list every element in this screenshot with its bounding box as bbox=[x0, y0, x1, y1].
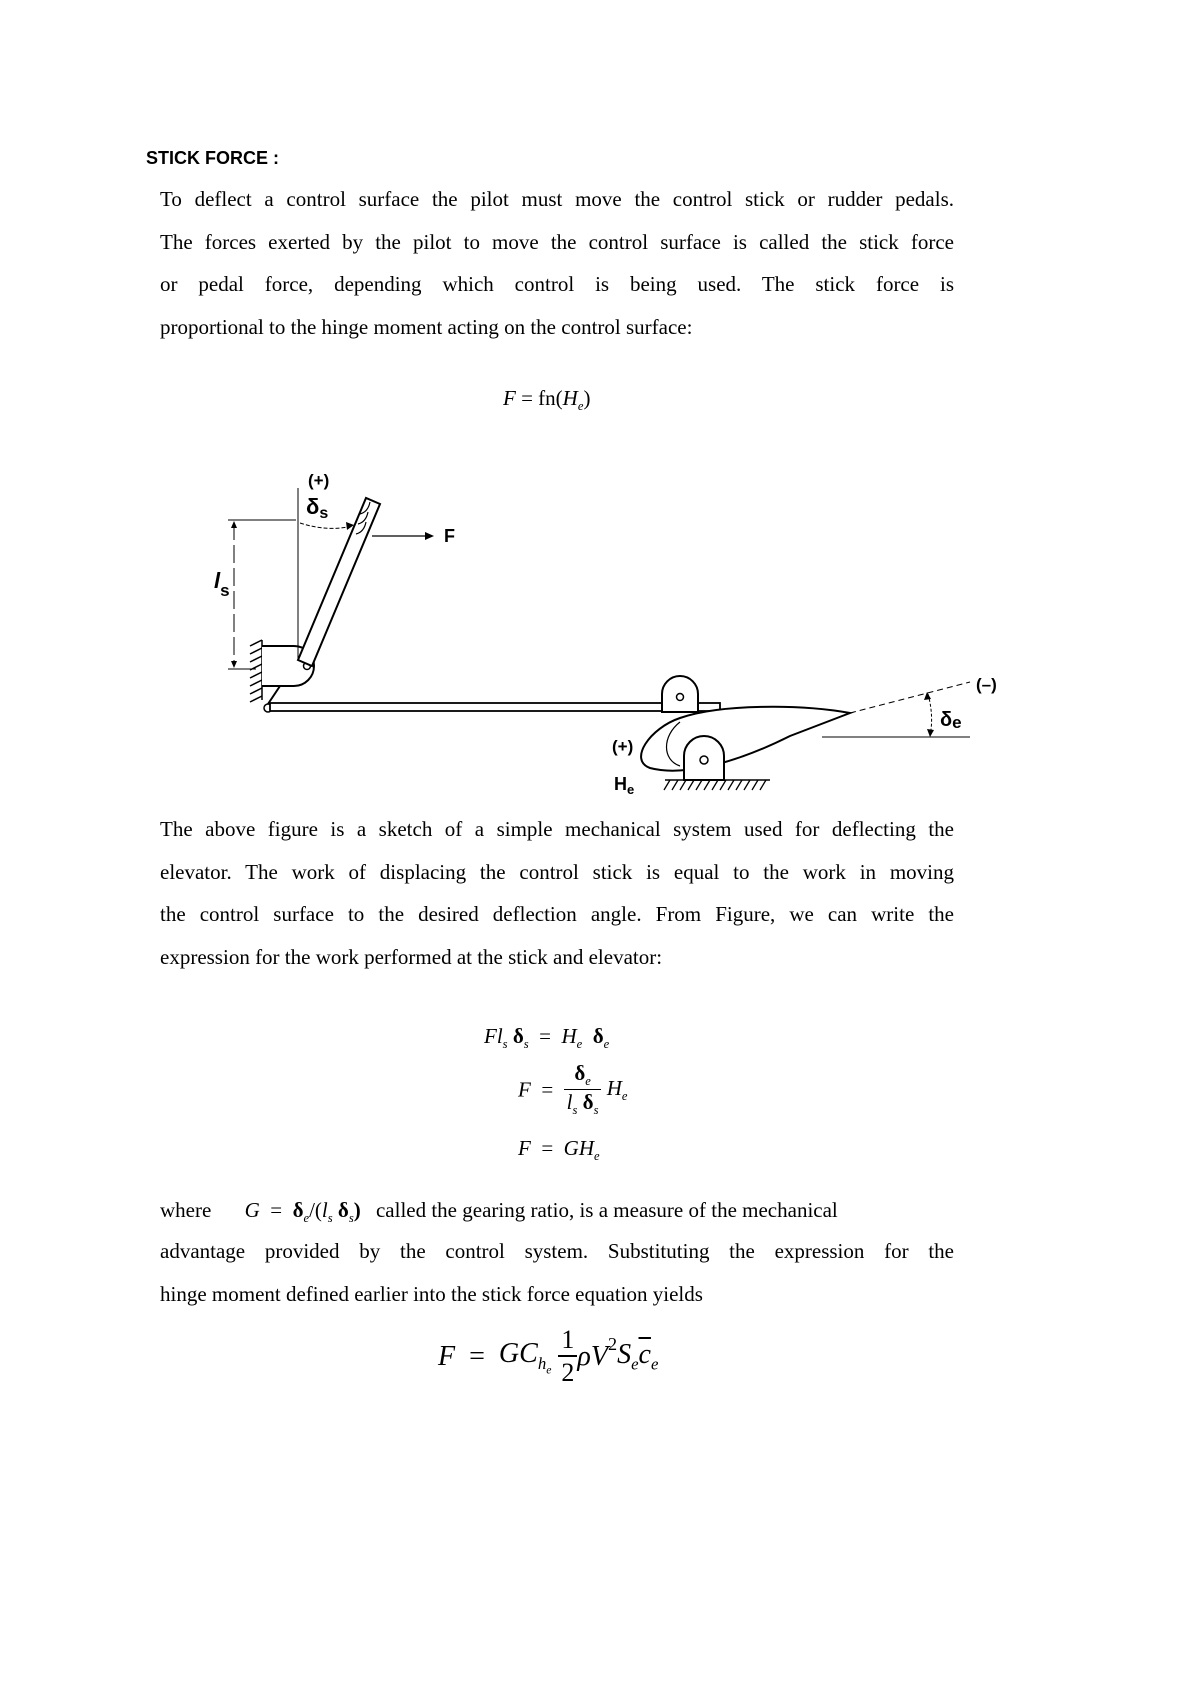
eq-var: H bbox=[562, 386, 578, 410]
paragraph-intro bbox=[160, 178, 954, 348]
horn-pivot bbox=[677, 694, 684, 701]
gearing-ratio-definition: $G = \delta_e/(l_s$ $\delta_s$) bbox=[244, 1198, 361, 1226]
text-line: the control surface to the desired deflection angle. From Figure, we can write the bbox=[160, 902, 954, 926]
label-delta-e bbox=[940, 709, 962, 732]
equation-work: $Fl_s$ $\delta_s = H_e$ $\delta_e$ bbox=[484, 1024, 610, 1052]
where-line bbox=[160, 1198, 954, 1226]
delta-s-symbol: δ bbox=[306, 494, 320, 519]
equation-force-gearing: $F = GH_e$ bbox=[518, 1136, 600, 1164]
ls-symbol: l bbox=[214, 568, 221, 593]
equation-force-ratio: F = $\frac{\delta_e}{l_s \delta_s}$ $H_e$ bbox=[518, 1061, 628, 1118]
label-hinge-moment bbox=[614, 774, 634, 797]
ls-arrow-bottom bbox=[231, 661, 237, 668]
section-heading: STICK FORCE : bbox=[146, 148, 279, 168]
eq-sub: e bbox=[577, 399, 584, 414]
text-line: advantage provided by the control system. Substituting the expression for the bbox=[160, 1239, 954, 1263]
wall-hatch bbox=[250, 640, 262, 702]
text-line: To deflect a control surface the pilot must move the control stick or rudder pedals. bbox=[160, 187, 954, 211]
label-plus-bottom: (+) bbox=[612, 737, 634, 756]
where-word: where bbox=[160, 1198, 212, 1222]
label-force: F bbox=[444, 526, 455, 546]
ground-hatch bbox=[664, 780, 766, 790]
eq-var: F bbox=[503, 386, 516, 410]
label-minus: (–) bbox=[976, 675, 997, 694]
where-rest: called the gearing ratio, is a measure of the mechanical bbox=[375, 1198, 838, 1222]
control-stick bbox=[298, 498, 380, 666]
label-plus-top: (+) bbox=[308, 471, 330, 490]
text-line: or pedal force, depending which control is being used. The stick force is bbox=[160, 272, 954, 296]
eq-sign: = bbox=[521, 386, 533, 410]
text-line: The above figure is a sketch of a simple mechanical system used for deflecting the bbox=[160, 817, 954, 841]
elevator-hinge bbox=[700, 756, 708, 764]
delta-e-symbol: δ bbox=[940, 709, 953, 731]
force-arrow-head bbox=[425, 532, 434, 540]
delta-e-subscript: e bbox=[952, 713, 962, 732]
delta-e-arrow-top bbox=[924, 692, 931, 700]
paragraph-substitution bbox=[160, 1230, 954, 1315]
he-symbol: H bbox=[614, 774, 627, 794]
ls-arrow-top bbox=[231, 521, 237, 528]
label-delta-s bbox=[306, 494, 328, 522]
text-line: The forces exerted by the pilot to move the control surface is called the stick force bbox=[160, 229, 954, 254]
text-line: elevator. The work of displacing the control stick is equal to the work in moving bbox=[160, 859, 954, 884]
he-subscript: e bbox=[627, 782, 635, 797]
text-line: hinge moment defined earlier into the stick force equation yields bbox=[160, 1281, 703, 1306]
eq-fn: fn bbox=[538, 386, 556, 410]
delta-e-arrow-bottom bbox=[927, 729, 934, 737]
delta-s-subscript: s bbox=[319, 505, 329, 522]
equation-stick-force-function: $F = fn(H_e)$ bbox=[503, 386, 591, 414]
text-line: expression for the work performed at the stick and elevator: bbox=[160, 944, 663, 969]
push-rod bbox=[270, 703, 720, 711]
label-ls bbox=[214, 568, 230, 600]
mechanical-linkage-figure bbox=[210, 460, 997, 800]
ls-subscript: s bbox=[220, 581, 230, 600]
equation-final-stick-force: $F = GC_{h_e}$ $\frac{1}{2}$ $\rho V^2S_e\overline{c}_e$ bbox=[438, 1325, 659, 1387]
stick-lower-link bbox=[268, 686, 280, 704]
delta-s-arc bbox=[300, 523, 352, 528]
text-line: proportional to the hinge moment acting on the control surface: bbox=[160, 314, 693, 339]
paragraph-figure-description bbox=[160, 808, 954, 978]
